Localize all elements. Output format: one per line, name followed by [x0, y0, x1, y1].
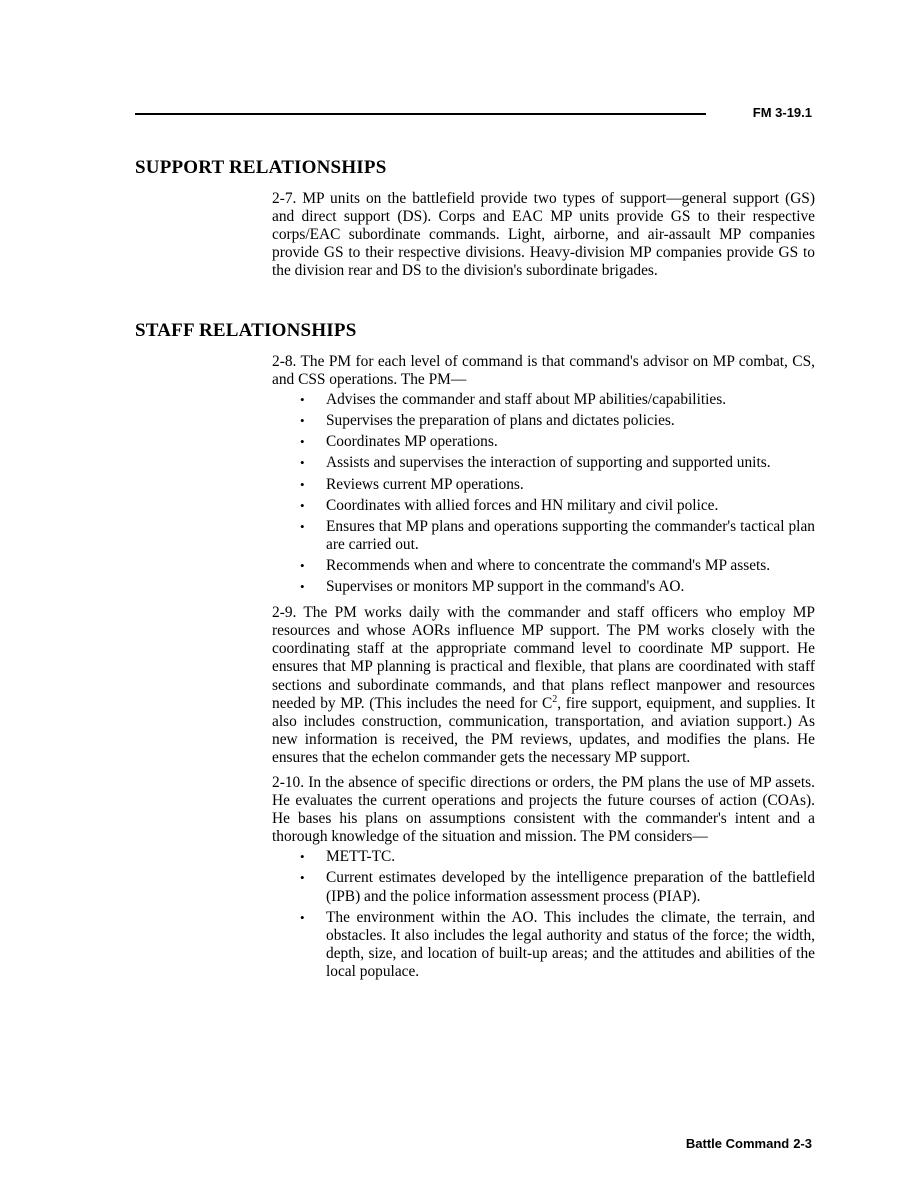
bullet-icon: • [300, 434, 305, 450]
bullet-icon: • [300, 413, 305, 429]
doc-code: FM 3-19.1 [752, 105, 812, 120]
support-relationships-heading: SUPPORT RELATIONSHIPS [135, 157, 387, 178]
bullet-icon: • [300, 557, 305, 573]
list-item: • Supervises or monitors MP support in the command's AO. [300, 578, 685, 596]
list-item: • Advises the commander and staff about MP abilities/capabilities. [300, 391, 727, 409]
staff-relationships-body [272, 353, 815, 989]
support-relationships-body [272, 190, 815, 280]
list-item: • Recommends when and where to concentrate the command's MP assets. [300, 556, 771, 574]
list-item: • METT-TC. [300, 848, 396, 866]
list-item: • Assists and supervises the interaction of supporting and supported units. [300, 454, 771, 472]
list-item: • The environment within the AO. This includes the climate, the terrain, and obstacles. It also includes the legal authority and status of the force; the width, depth, size, and location of built-up areas; and the attitudes and abilities of the local populace. [300, 908, 815, 980]
bullet-icon: • [300, 497, 305, 513]
list-item: • Coordinates MP operations. [300, 433, 498, 451]
pm-duties-list [272, 391, 815, 596]
bullet-icon: • [300, 870, 305, 886]
bullet-icon: • [300, 392, 305, 408]
list-item: • Coordinates with allied forces and HN military and civil police. [300, 496, 719, 514]
paragraph-2-9: 2-9. The PM works daily with the commander and staff officers who employ MP resources and whose AORs influence MP support. The PM works closely with the coordinating staff at the appropriate command level to coordinate MP support. He ensures that MP planning is practical and flexible, that plans are coordinated with staff sections and subordinate commands, and that plans reflect manpower and resources needed by MP. (This includes the need for $C^2$, fire support, equipment, and supplies. It also includes construction, communication, transportation, and aviation support.) As new information is received, the PM reviews, updates, and modifies the plans. He ensures that the echelon commander gets the necessary MP support. [272, 604, 815, 766]
header-rule [135, 113, 706, 115]
paragraph-2-8: 2-8. The PM for each level of command is that command's advisor on MP combat, CS, and CSS operations. The PM— [272, 353, 815, 389]
bullet-icon: • [300, 476, 305, 492]
bullet-icon: • [300, 455, 305, 471]
list-item: • Ensures that MP plans and operations supporting the commander's tactical plan are carried out. [300, 517, 815, 553]
list-item: • Reviews current MP operations. [300, 475, 524, 493]
list-item: • Supervises the preparation of plans and dictates policies. [300, 412, 675, 430]
bullet-icon: • [300, 909, 305, 925]
page-number: 2-3 [793, 1136, 812, 1151]
paragraph-2-7: 2-7. MP units on the battlefield provide two types of support—general support (GS) and direct support (DS). Corps and EAC MP units provide GS to their respective corps/EAC subordinate commands. Light, airborne, and air-assault MP companies provide GS to their respective divisions. Heavy-division MP companies provide GS to the division rear and DS to the division's subordinate brigades. [272, 190, 815, 280]
paragraph-2-10: 2-10. In the absence of specific directions or orders, the PM plans the use of MP assets. He evaluates the current operations and projects the future courses of action (COAs). He bases his plans on assumptions consistent with the commander's intent and a thorough knowledge of the situation and mission. The PM considers— [272, 773, 815, 846]
bullet-icon: • [300, 579, 305, 595]
bullet-icon: • [300, 849, 305, 865]
staff-relationships-heading: STAFF RELATIONSHIPS [135, 320, 357, 341]
page-footer [686, 1136, 812, 1151]
list-item: • Current estimates developed by the intelligence preparation of the battlefield (IPB) and the police information assessment process (PIAP). [300, 869, 815, 905]
pm-considers-list [272, 848, 815, 981]
bullet-icon: • [300, 518, 305, 534]
chapter-title: Battle Command [685, 1136, 790, 1151]
